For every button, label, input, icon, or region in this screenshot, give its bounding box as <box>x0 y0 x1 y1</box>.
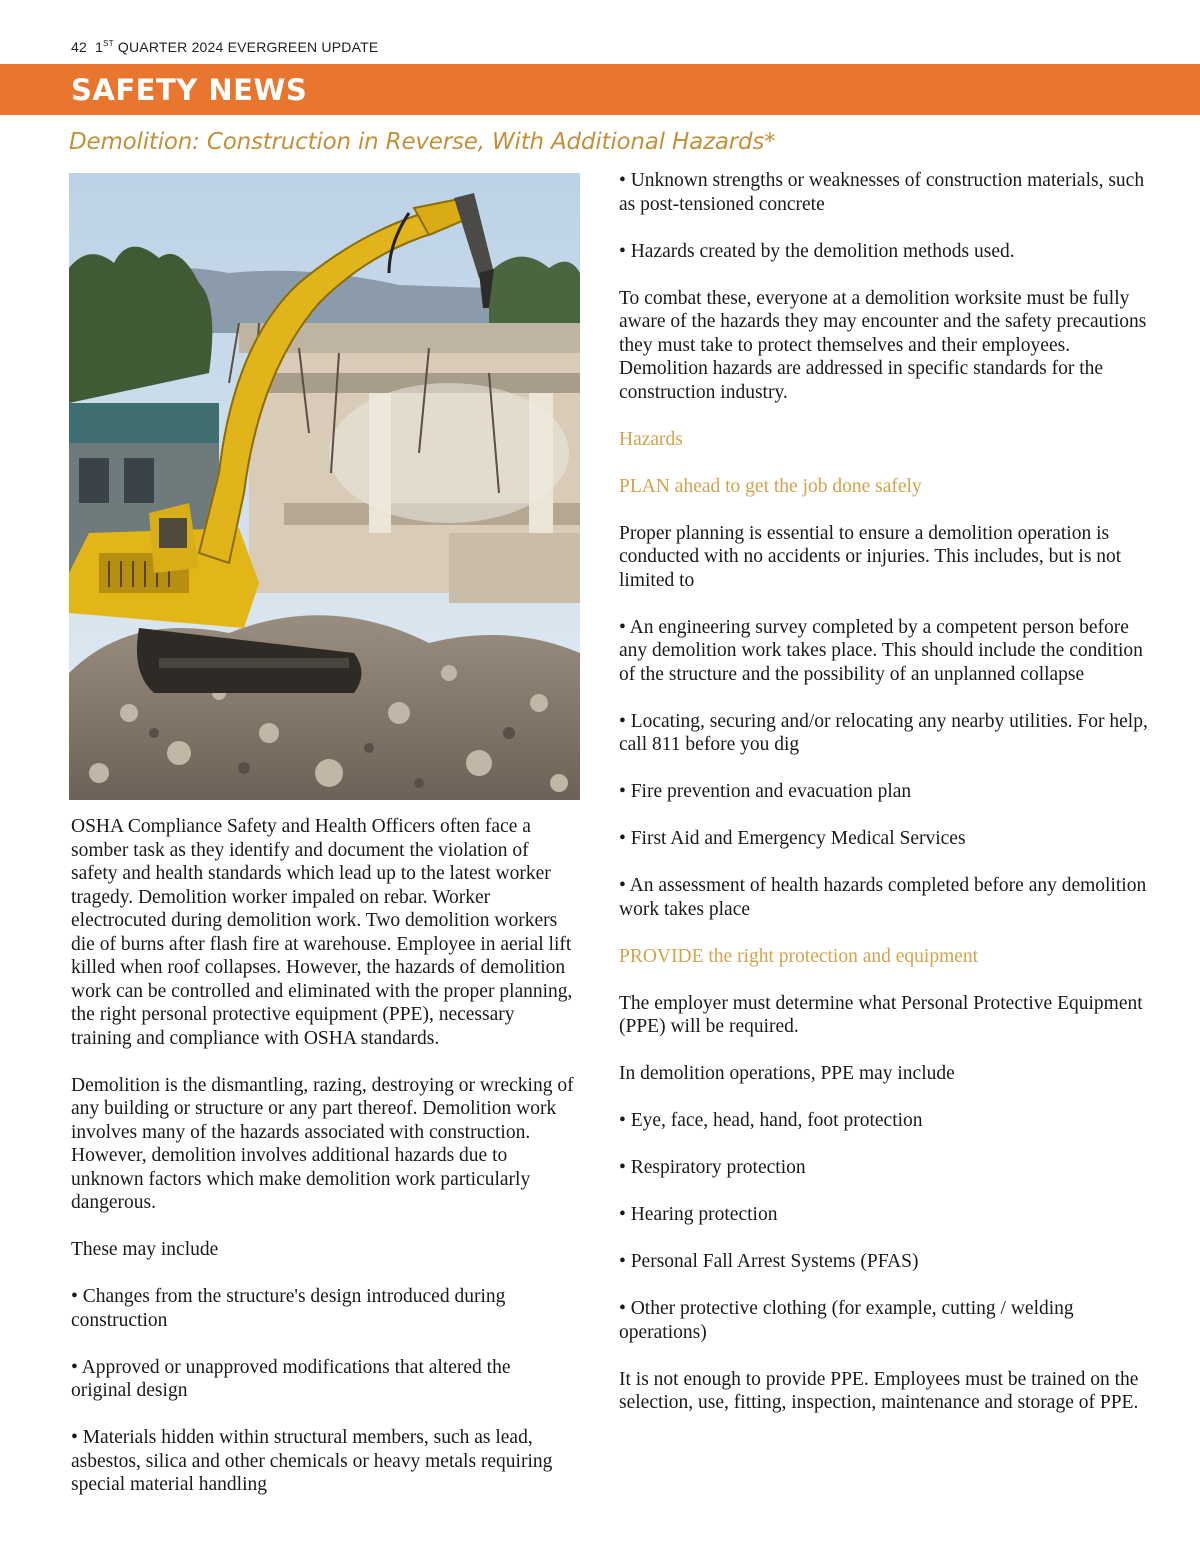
list-item: • Hearing protection <box>619 1204 778 1225</box>
employer-paragraph: The employer must determine what Personal Protective Equipment (PPE) will be required. <box>619 992 1143 1037</box>
list-item: • An assessment of health hazards completed before any demolition work takes place <box>619 875 1147 920</box>
ppe-list-group <box>619 1109 1149 1180</box>
quarter-suffix: ST <box>103 39 114 48</box>
list-item: • Unknown strengths or weaknesses of construction materials, such as post-tensioned concrete <box>619 170 1145 215</box>
ppe-intro: In demolition operations, PPE may include <box>619 1063 955 1084</box>
excavator-demolition-photo <box>69 173 580 800</box>
intro-paragraph: OSHA Compliance Safety and Health Officers often face a somber task as they identify and document the violation of safety and health standards which lead up to the latest worker tragedy. Demolition worker impaled on rebar. Worker electrocuted during demolition work. Two demolition workers die of burns after flash fire at warehouse. Employee in aerial lift killed when roof collapses. However, the hazards of demolition work can be controlled and eliminated with the proper planning, the right personal protective equipment (PPE), necessary training and compliance with OSHA standards. <box>71 816 573 1049</box>
list-item: • Approved or unapproved modifications that altered the original design <box>71 1356 511 1401</box>
list-intro: These may include <box>71 1239 219 1260</box>
list-item: • Locating, securing and/or relocating any nearby utilities. For help, call 811 before you dig <box>619 710 1148 755</box>
combat-paragraph: To combat these, everyone at a demolition worksite must be fully aware of the hazards they may encounter and the safety precautions they must take to protect themselves and their employees. Demolition hazards are addressed in specific standards for the construction industry. <box>619 287 1147 403</box>
closing-paragraph: It is not enough to provide PPE. Employees must be trained on the selection, use, fitting, inspection, maintenance and storage of PPE. <box>619 1368 1139 1413</box>
publication-name: QUARTER 2024 EVERGREEN UPDATE <box>117 39 379 55</box>
section-title: SAFETY NEWS <box>71 73 308 107</box>
subhead-hazards: Hazards <box>619 428 683 450</box>
list-item: • First Aid and Emergency Medical Services <box>619 828 966 849</box>
page-number: 42 <box>71 39 87 55</box>
list-item: • An engineering survey completed by a competent person before any demolition work takes place. This should include the condition of the structure and the possibility of an unplanned collapse <box>619 616 1143 685</box>
list-item: • Fire prevention and evacuation plan <box>619 781 912 802</box>
list-item: • Materials hidden within structural members, such as lead, asbestos, silica and other chemicals or heavy metals requiring special material handling <box>71 1427 553 1495</box>
list-item: • Other protective clothing (for example, cutting / welding operations) <box>619 1298 1074 1343</box>
list-item: • Respiratory protection <box>619 1157 806 1178</box>
list-item: • Eye, face, head, hand, foot protection <box>619 1110 923 1131</box>
list-item: • Changes from the structure's design introduced during construction <box>71 1286 506 1331</box>
quarter-number: 1 <box>95 39 104 55</box>
running-header <box>71 39 378 55</box>
subhead-plan: PLAN ahead to get the job done safely <box>619 475 922 497</box>
list-item: • Personal Fall Arrest Systems (PFAS) <box>619 1251 919 1272</box>
article-title: Demolition: Construction in Reverse, With Additional Hazards* <box>69 129 776 155</box>
right-column <box>619 169 1149 1438</box>
subhead-provide: PROVIDE the right protection and equipment <box>619 945 979 967</box>
definition-paragraph: Demolition is the dismantling, razing, destroying or wrecking of any building or structure or any part thereof. Demolition work involves many of the hazards associated with construction. However, demolition involves additional hazards due to unknown factors which make demolition work particularly dangerous. <box>71 1074 574 1213</box>
left-column <box>71 815 576 1520</box>
section-banner <box>0 64 1200 115</box>
list-item: • Hazards created by the demolition methods used. <box>619 240 1015 262</box>
planning-paragraph: Proper planning is essential to ensure a demolition operation is conducted with no accidents or injuries. This includes, but is not limited to <box>619 522 1122 591</box>
